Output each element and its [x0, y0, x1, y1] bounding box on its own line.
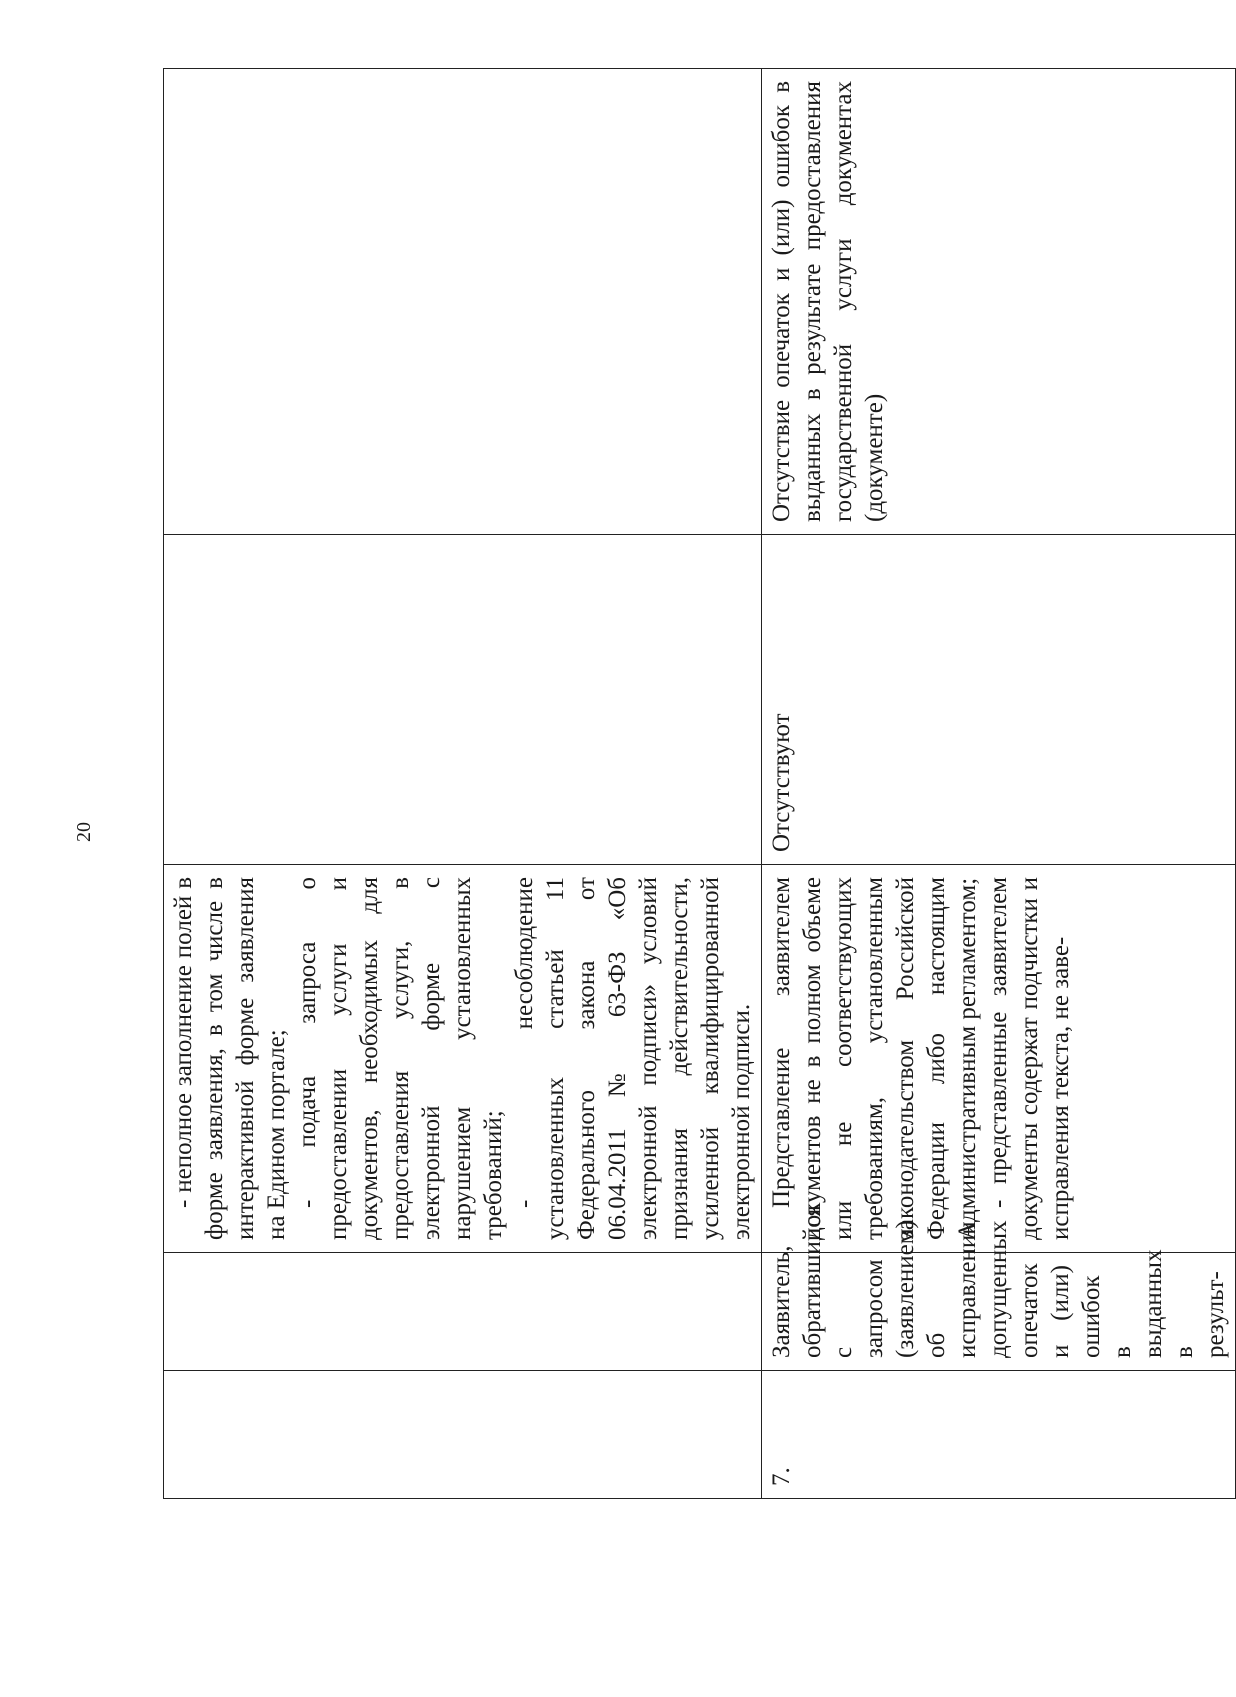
row-number: 7.: [762, 1371, 1236, 1499]
applicant-cell: Заявитель, обратившийся с запросом (заявлением) об исправлении допущенных опечаток и (или) ошибок в выданных в результ-: [762, 1253, 1236, 1371]
result-cell-empty: [164, 69, 762, 535]
grounds-paragraph: - неполное заполнение полей в форме заявления, в том числе в интерактивной форме заявления на Едином портале;: [170, 877, 290, 1240]
table-row-7: [762, 69, 1236, 1499]
grounds-paragraph: - несоблюдение установленных статьей 11 Федерального закона от 06.04.2011 № 63-ФЗ «Об электронной подписи» условий признания действительности, усиленной квалифицированной электронной подписи.: [511, 877, 755, 1240]
grounds-paragraph: Представление заявителем документов не в полном объеме или не соответствующих требованиям, установленным законодательством Российской Федерации либо настоящим Административным регламентом;: [768, 877, 981, 1240]
services-table: [163, 68, 1236, 1499]
number-cell-empty: [164, 1371, 762, 1499]
refusal-cell-empty: [164, 535, 762, 865]
result-cell: Отсутствие опечаток и (или) ошибок в выданных в результате предоставления государственной услуги документах (документе): [762, 69, 1236, 535]
grounds-paragraph: - подача запроса о предоставлении услуги и документов, необходимых для предоставления услуги, в электронной форме с нарушением установленных требований;: [294, 877, 507, 1240]
applicant-cell-empty: [164, 1253, 762, 1371]
page-number: 20: [73, 822, 95, 842]
rotated-table-wrapper: [163, 69, 1229, 1499]
grounds-paragraph: - представленные заявителем документы содержат подчистки и исправления текста, не заве-: [985, 877, 1074, 1240]
grounds-cell: [164, 865, 762, 1253]
grounds-cell: [762, 865, 1236, 1253]
refusal-cell: Отсутствуют: [762, 535, 1236, 865]
table-row-continuation: [164, 69, 762, 1499]
